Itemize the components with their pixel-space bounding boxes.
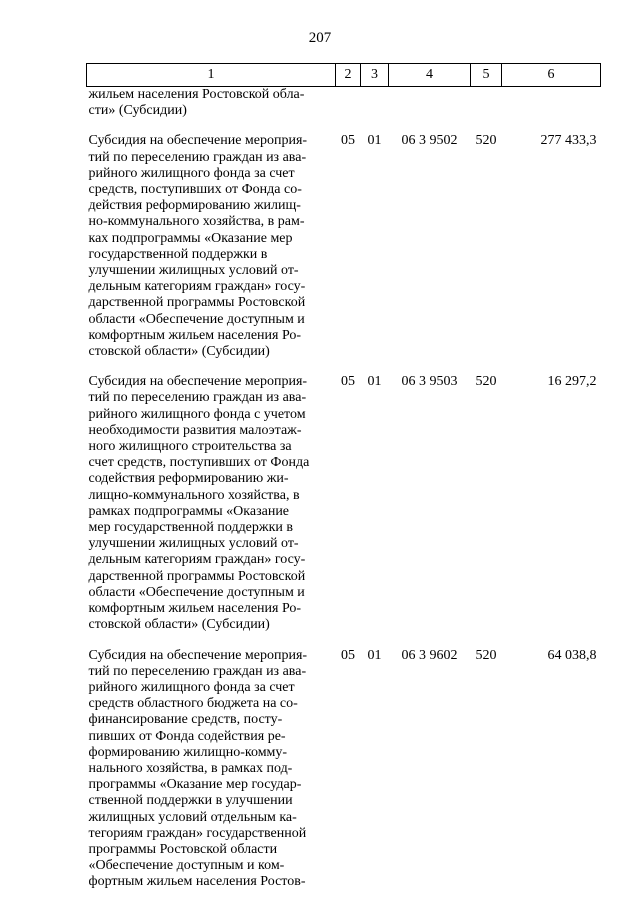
text-line: рийного жилищного фонда за счет <box>88 679 295 695</box>
budget-table <box>86 63 601 891</box>
text-line: стовской области» (Субсидии) <box>88 344 270 360</box>
text-line: государственной поддержки в <box>88 246 268 262</box>
subsection-code: 01 <box>367 647 382 663</box>
text-line: ках подпрограммы «Оказание мер <box>88 230 293 246</box>
column-header-name: 1 <box>87 64 336 87</box>
text-line: ственной поддержки в улучшении <box>88 793 293 809</box>
text-line: области «Обеспечение доступным и <box>88 311 305 327</box>
text-line: тий по переселению граждан из ава- <box>88 663 307 679</box>
row-description <box>87 374 336 633</box>
text-line: тий по переселению граждан из ава- <box>88 149 307 165</box>
text-line: жильем населения Ростовской обла- <box>88 87 305 102</box>
text-line: пивших от Фонда содействия ре- <box>88 728 286 744</box>
subsection-code: 01 <box>367 374 382 390</box>
continuation-text <box>87 87 336 120</box>
column-header-pr: 3 <box>361 64 389 87</box>
text-line: формированию жилищно-комму- <box>88 744 288 760</box>
column-header-rz: 2 <box>336 64 361 87</box>
table-row <box>87 133 601 360</box>
text-line: тегориям граждан» государственной <box>88 825 307 841</box>
text-line: дарственной программы Ростовской <box>88 295 306 311</box>
text-line: комфортным жильем населения Ро- <box>88 327 302 343</box>
text-line: дельным категориям граждан» госу- <box>88 279 306 295</box>
page-number: 207 <box>308 30 332 46</box>
text-line: жилищных условий отдельным ка- <box>88 809 297 825</box>
amount: 64 038,8 <box>547 647 597 663</box>
text-line: программы Ростовской области <box>88 841 278 857</box>
target-article-code: 06 3 9502 <box>401 133 458 149</box>
text-line: улучшении жилищных условий от- <box>88 263 299 279</box>
text-line: рийного жилищного фонда с учетом <box>88 406 306 422</box>
text-line: рамках подпрограммы «Оказание <box>88 503 290 519</box>
text-line: Субсидия на обеспечение мероприя- <box>88 133 308 149</box>
column-header-vr: 5 <box>471 64 502 87</box>
text-line: улучшении жилищных условий от- <box>88 536 299 552</box>
text-line: лищно-коммунального хозяйства, в <box>88 487 300 503</box>
amount: 277 433,3 <box>540 133 597 149</box>
section-code: 05 <box>341 374 355 390</box>
text-line: но-коммунального хозяйства, в рам- <box>88 214 305 230</box>
text-line: сти» (Субсидии) <box>88 103 187 119</box>
row-description <box>87 648 336 891</box>
text-line: тий по переселению граждан из ава- <box>88 390 307 406</box>
target-article-code: 06 3 9503 <box>401 374 458 390</box>
subsection-code: 01 <box>367 133 382 149</box>
text-line: области «Обеспечение доступным и <box>88 584 305 600</box>
table-row <box>87 374 601 633</box>
column-header-amount: 6 <box>502 64 601 87</box>
text-line: средств, поступивших от Фонда со- <box>88 182 302 198</box>
amount: 16 297,2 <box>547 374 597 390</box>
text-line: действия реформированию жилищ- <box>88 198 301 214</box>
text-line: дарственной программы Ростовской <box>88 568 306 584</box>
text-line: стовской области» (Субсидии) <box>88 617 270 633</box>
text-line: финансирование средств, посту- <box>88 712 283 728</box>
table-row <box>87 648 601 891</box>
target-article-code: 06 3 9602 <box>401 647 458 663</box>
text-line: фортным жильем населения Ростов- <box>88 874 306 890</box>
text-line: программы «Оказание мер государ- <box>88 777 302 793</box>
expense-type-code: 520 <box>475 374 497 390</box>
text-line: необходимости развития малоэтаж- <box>88 422 302 438</box>
row-description <box>87 133 336 360</box>
section-code: 05 <box>341 647 355 663</box>
column-header-csr: 4 <box>389 64 471 87</box>
text-line: рийного жилищного фонда за счет <box>88 165 295 181</box>
text-line: комфортным жильем населения Ро- <box>88 601 302 617</box>
continuation-row <box>87 87 601 120</box>
section-code: 05 <box>341 133 355 149</box>
text-line: дельным категориям граждан» госу- <box>88 552 306 568</box>
expense-type-code: 520 <box>475 647 497 663</box>
table-header-row <box>87 64 601 87</box>
text-line: счет средств, поступивших от Фонда <box>88 455 310 471</box>
text-line: «Обеспечение доступным и ком- <box>88 858 285 874</box>
text-line: нального хозяйства, в рамках под- <box>88 760 293 776</box>
text-line: Субсидия на обеспечение мероприя- <box>88 647 308 663</box>
text-line: средств областного бюджета на со- <box>88 696 298 712</box>
text-line: содействия реформированию жи- <box>88 471 289 487</box>
text-line: ного жилищного строительства за <box>88 439 292 455</box>
text-line: Субсидия на обеспечение мероприя- <box>88 374 308 390</box>
text-line: мер государственной поддержки в <box>88 520 293 536</box>
expense-type-code: 520 <box>475 133 497 149</box>
